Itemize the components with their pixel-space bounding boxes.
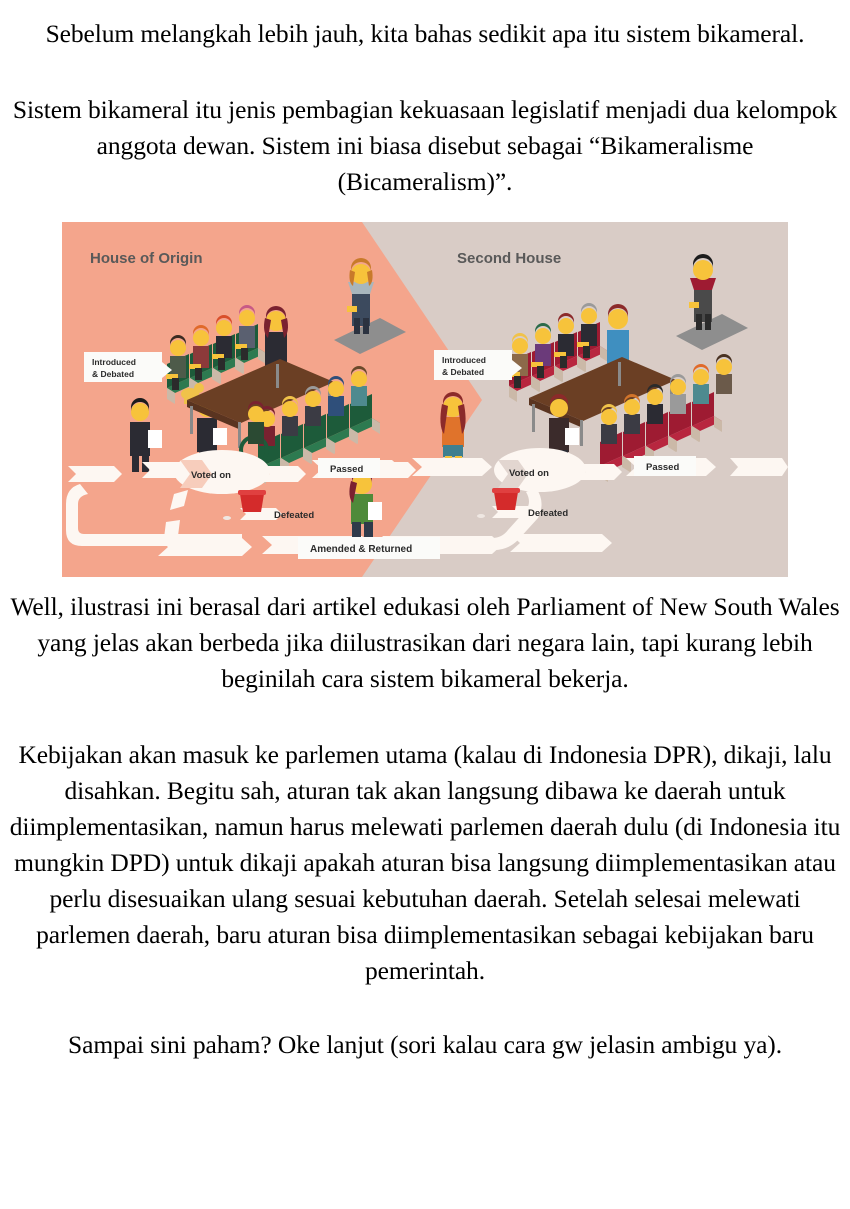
svg-text:& Debated: & Debated <box>442 367 485 377</box>
svg-text:& Debated: & Debated <box>92 369 135 379</box>
second-house-label: Second House <box>457 250 562 267</box>
house-of-origin-label: House of Origin <box>90 250 203 267</box>
bicameral-system-illustration <box>62 222 788 577</box>
illustration-canvas <box>62 222 788 577</box>
svg-text:Introduced: Introduced <box>442 355 486 365</box>
svg-text:Passed: Passed <box>646 462 680 473</box>
label-defeated-right: Defeated <box>528 508 569 519</box>
paragraph-source: Well, ilustrasi ini berasal dari artikel edukasi oleh Parliament of New South Wales yang jelas akan berbeda jika diilustrasikan dari negara lain, tapi kurang lebih beginilah cara sistem bikameral bekerja. <box>10 592 840 693</box>
svg-text:Introduced: Introduced <box>92 357 136 367</box>
label-passed-left <box>318 458 380 478</box>
label-voted-on-right: Voted on <box>509 468 549 479</box>
paragraph-intro: Sebelum melangkah lebih jauh, kita bahas sedikit apa itu sistem bikameral. <box>45 19 805 48</box>
label-passed-right <box>634 456 696 476</box>
label-voted-on-left: Voted on <box>191 470 231 481</box>
label-defeated-left: Defeated <box>274 510 315 521</box>
tag-introduced-debated-right <box>434 350 522 380</box>
svg-text:Passed: Passed <box>330 464 364 475</box>
paragraph-definition: Sistem bikameral itu jenis pembagian kekuasaan legislatif menjadi dua kelompok anggota dewan. Sistem ini biasa disebut sebagai “Bikameralisme (Bicameralism)”. <box>12 95 838 196</box>
label-amended-returned <box>298 537 440 559</box>
tag-introduced-debated-left <box>84 352 172 382</box>
svg-text:Amended & Returned: Amended & Returned <box>310 544 413 555</box>
paragraph-closing: Sampai sini paham? Oke lanjut (sori kalau cara gw jelasin ambigu ya). <box>68 1030 782 1059</box>
paragraph-explanation: Kebijakan akan masuk ke parlemen utama (kalau di Indonesia DPR), dikaji, lalu disahkan. Begitu sah, aturan tak akan langsung dibawa ke daerah untuk diimplementasikan, namun harus melewati parlemen daerah dulu (di Indonesia itu mungkin DPD) untuk dikaji apakah aturan bisa langsung diimplementasikan atau perlu disesuaikan ulang sesuai kebutuhan daerah. Setelah selesai melewati parlemen daerah, baru aturan bisa diimplementasikan sebagai kebijakan baru pemerintah. <box>9 740 841 985</box>
